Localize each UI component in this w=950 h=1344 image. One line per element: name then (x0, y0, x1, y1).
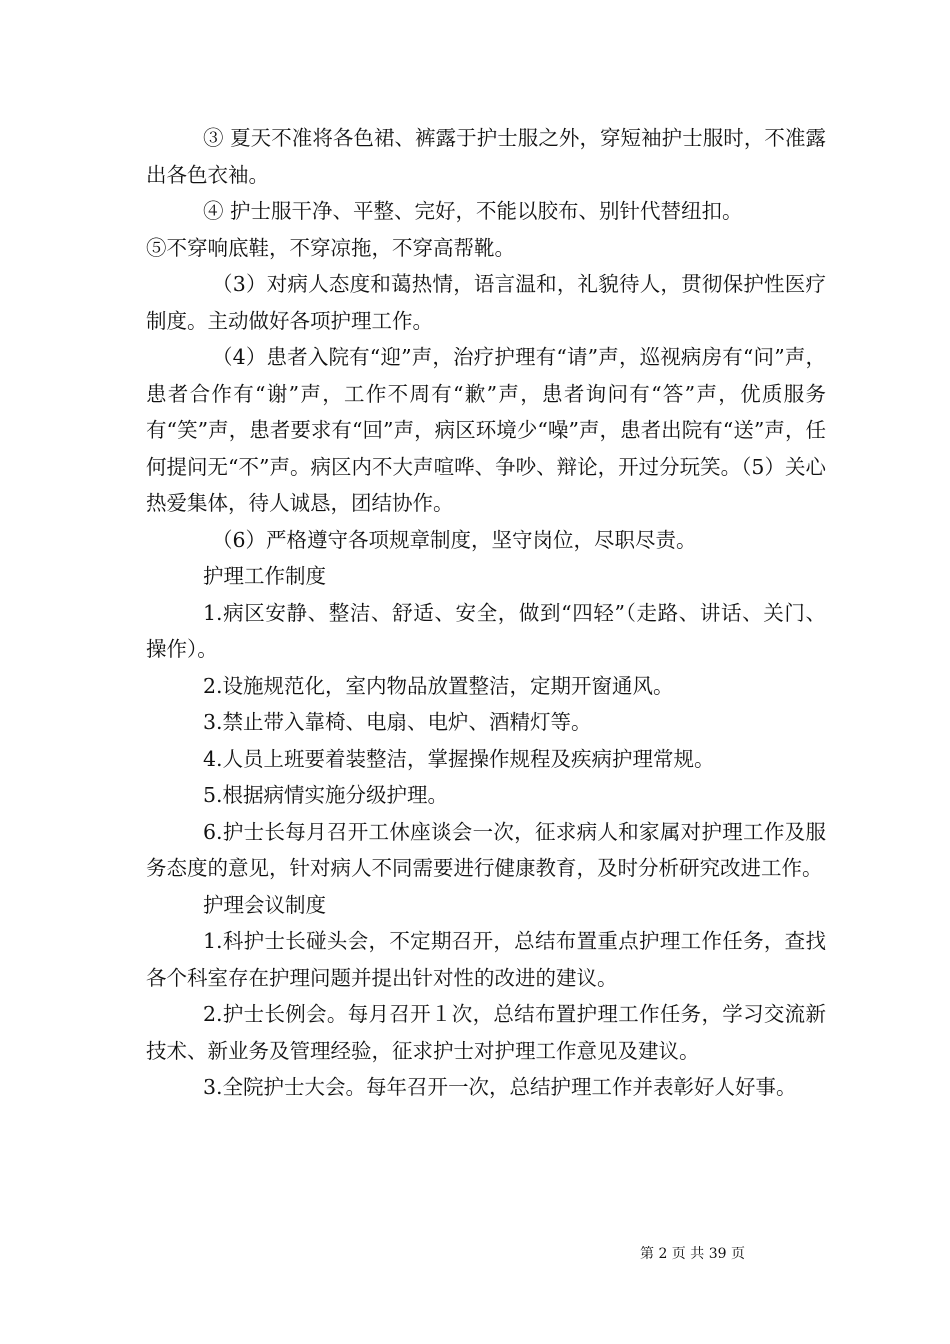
paragraph-meeting-item-2: 2.护士长例会。每月召开１次，总结布置护理工作任务，学习交流新技术、新业务及管理经验，征求护士对护理工作意见及建议。 (146, 1002, 826, 1063)
document-body (146, 120, 826, 1106)
paragraph-uniform-rule: ④ 护士服干净、平整、完好，不能以胶布、别针代替纽扣。 (203, 199, 743, 223)
paragraph-meeting-item-3: 3.全院护士大会。每年召开一次，总结护理工作并表彰好人好事。 (203, 1075, 797, 1099)
paragraph-skirt-rule: ③ 夏天不准将各色裙、裤露于护士服之外，穿短袖护士服时，不准露出各色衣袖。 (146, 126, 826, 187)
paragraph-work-item-5: 5.根据病情实施分级护理。 (203, 783, 449, 807)
paragraph-work-item-6: 6.护士长每月召开工休座谈会一次，征求病人和家属对护理工作及服务态度的意见，针对病人不同需要进行健康教育，及时分析研究改进工作。 (146, 819, 826, 880)
paragraph-discipline-rule: （6）严格遵守各项规章制度，坚守岗位，尽职尽责。 (212, 527, 697, 552)
paragraph-shoes-rule: ⑤不穿响底鞋，不穿凉拖，不穿高帮靴。 (146, 235, 515, 260)
paragraph-meeting-item-1: 1.科护士长碰头会，不定期召开，总结布置重点护理工作任务，查找各个科室存在护理问题并提出针对性的改进的建议。 (146, 929, 826, 990)
paragraph-work-item-2: 2.设施规范化，室内物品放置整洁，定期开窗通风。 (203, 673, 674, 698)
paragraph-work-item-3: 3.禁止带入靠椅、电扇、电炉、酒精灯等。 (203, 710, 592, 734)
paragraph-attitude-rule: （3）对病人态度和蔼热情，语言温和，礼貌待人，贯彻保护性医疗制度。主动做好各项护理工作。 (146, 272, 826, 333)
section-heading-nursing-meeting: 护理会议制度 (203, 892, 326, 917)
page-number-footer: 第 2 页 共 39 页 (640, 1246, 745, 1262)
section-heading-nursing-work: 护理工作制度 (203, 564, 326, 588)
paragraph-work-item-1: 1.病区安静、整洁、舒适、安全，做到“四轻”（走路、讲话、关门、操作）。 (146, 600, 826, 661)
paragraph-ten-voices-rule: （4）患者入院有“迎”声，治疗护理有“请”声，巡视病房有“问”声，患者合作有“谢”声，工作不周有“歉”声，患者询问有“答”声，优质服务有“笑”声，患者要求有“回”声，病区环境少“噪”声，患者出院有“送”声，任何提问无“不”声。病区内不大声喧哗、争吵、辩论，开过分玩笑。（5）关心热爱集体，待人诚恳，团结协作。 (146, 345, 826, 515)
paragraph-work-item-4: 4.人员上班要着装整洁，掌握操作规程及疾病护理常规。 (203, 746, 715, 771)
